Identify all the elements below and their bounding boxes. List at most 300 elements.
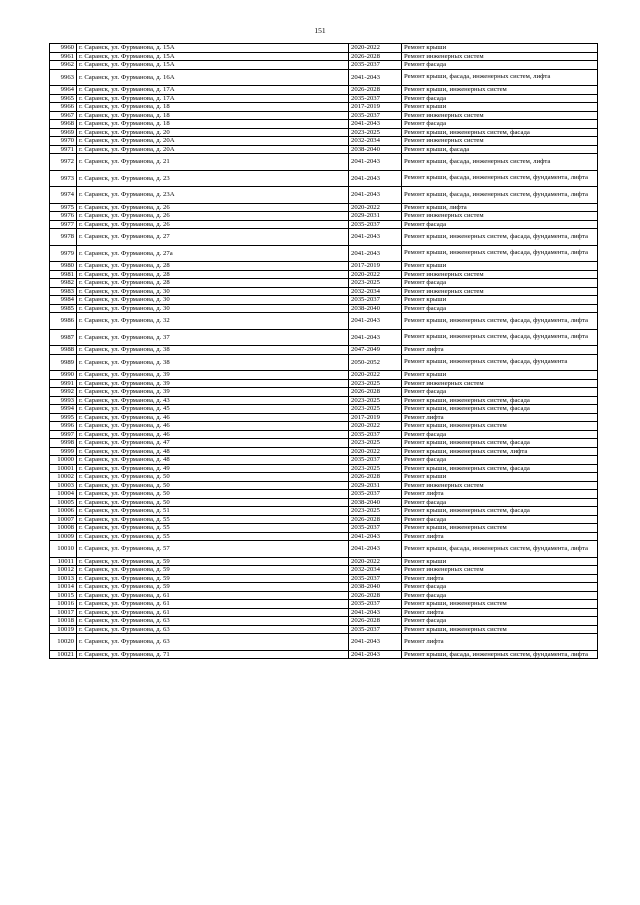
table-row <box>50 507 598 516</box>
table-row <box>50 170 598 187</box>
period-cell: 2017-2019 <box>349 103 402 112</box>
period-cell: 2023-2025 <box>349 405 402 414</box>
address-cell: г. Саранск, ул. Фурманова, д. 17А <box>77 94 349 103</box>
period-cell: 2020-2022 <box>349 44 402 53</box>
work-type-cell: Ремонт лифта <box>402 490 598 499</box>
period-cell: 2023-2025 <box>349 439 402 448</box>
period-cell: 2020-2022 <box>349 270 402 279</box>
table-row <box>50 456 598 465</box>
work-type-cell: Ремонт крыши, фасада, инженерных систем, фундамента, лифта <box>402 187 598 204</box>
row-number-cell: 9976 <box>50 212 77 221</box>
address-cell: г. Саранск, ул. Фурманова, д. 26 <box>77 203 349 212</box>
row-number-cell: 9982 <box>50 279 77 288</box>
address-cell: г. Саранск, ул. Фурманова, д. 50 <box>77 481 349 490</box>
address-cell: г. Саранск, ул. Фурманова, д. 15А <box>77 44 349 53</box>
table-row <box>50 245 598 262</box>
work-type-cell: Ремонт крыши, инженерных систем, фасада <box>402 464 598 473</box>
table-row <box>50 279 598 288</box>
work-type-cell: Ремонт лифта <box>402 634 598 651</box>
period-cell: 2020-2022 <box>349 557 402 566</box>
work-type-cell: Ремонт лифта <box>402 574 598 583</box>
work-type-cell: Ремонт фасада <box>402 61 598 70</box>
period-cell: 2023-2025 <box>349 128 402 137</box>
row-number-cell: 9997 <box>50 430 77 439</box>
row-number-cell: 9996 <box>50 422 77 431</box>
period-cell: 2020-2022 <box>349 203 402 212</box>
period-cell: 2035-2037 <box>349 296 402 305</box>
table-row <box>50 473 598 482</box>
row-number-cell: 9980 <box>50 262 77 271</box>
address-cell: г. Саранск, ул. Фурманова, д. 39 <box>77 388 349 397</box>
work-type-cell: Ремонт фасада <box>402 617 598 626</box>
row-number-cell: 9985 <box>50 304 77 313</box>
work-type-cell: Ремонт крыши, инженерных систем <box>402 86 598 95</box>
work-type-cell: Ремонт инженерных систем <box>402 52 598 61</box>
row-number-cell: 9994 <box>50 405 77 414</box>
row-number-cell: 10000 <box>50 456 77 465</box>
address-cell: г. Саранск, ул. Фурманова, д. 15А <box>77 52 349 61</box>
address-cell: г. Саранск, ул. Фурманова, д. 55 <box>77 524 349 533</box>
period-cell: 2035-2037 <box>349 574 402 583</box>
address-cell: г. Саранск, ул. Фурманова, д. 46 <box>77 413 349 422</box>
address-cell: г. Саранск, ул. Фурманова, д. 55 <box>77 532 349 541</box>
table-row <box>50 583 598 592</box>
row-number-cell: 9995 <box>50 413 77 422</box>
table-row <box>50 524 598 533</box>
period-cell: 2026-2028 <box>349 86 402 95</box>
row-number-cell: 9990 <box>50 371 77 380</box>
address-cell: г. Саранск, ул. Фурманова, д. 28 <box>77 262 349 271</box>
period-cell: 2023-2025 <box>349 396 402 405</box>
row-number-cell: 9986 <box>50 313 77 330</box>
period-cell: 2041-2043 <box>349 187 402 204</box>
row-number-cell: 9971 <box>50 145 77 154</box>
address-cell: г. Саранск, ул. Фурманова, д. 48 <box>77 456 349 465</box>
work-type-cell: Ремонт инженерных систем <box>402 379 598 388</box>
row-number-cell: 10004 <box>50 490 77 499</box>
row-number-cell: 10014 <box>50 583 77 592</box>
address-cell: г. Саранск, ул. Фурманова, д. 55 <box>77 515 349 524</box>
period-cell: 2023-2025 <box>349 507 402 516</box>
address-cell: г. Саранск, ул. Фурманова, д. 18 <box>77 103 349 112</box>
row-number-cell: 9963 <box>50 69 77 86</box>
work-type-cell: Ремонт крыши, инженерных систем, фасада <box>402 507 598 516</box>
row-number-cell: 9966 <box>50 103 77 112</box>
period-cell: 2041-2043 <box>349 245 402 262</box>
period-cell: 2035-2037 <box>349 220 402 229</box>
work-type-cell: Ремонт крыши <box>402 296 598 305</box>
period-cell: 2041-2043 <box>349 634 402 651</box>
period-cell: 2026-2028 <box>349 388 402 397</box>
row-number-cell: 9964 <box>50 86 77 95</box>
row-number-cell: 9977 <box>50 220 77 229</box>
row-number-cell: 9967 <box>50 111 77 120</box>
period-cell: 2029-2031 <box>349 212 402 221</box>
address-cell: г. Саранск, ул. Фурманова, д. 26 <box>77 212 349 221</box>
table-row <box>50 229 598 246</box>
row-number-cell: 9972 <box>50 154 77 171</box>
table-row <box>50 371 598 380</box>
address-cell: г. Саранск, ул. Фурманова, д. 23 <box>77 170 349 187</box>
row-number-cell: 10011 <box>50 557 77 566</box>
table-row <box>50 69 598 86</box>
period-cell: 2041-2043 <box>349 313 402 330</box>
address-cell: г. Саранск, ул. Фурманова, д. 59 <box>77 574 349 583</box>
address-cell: г. Саранск, ул. Фурманова, д. 63 <box>77 634 349 651</box>
period-cell: 2041-2043 <box>349 532 402 541</box>
work-type-cell: Ремонт крыши, инженерных систем <box>402 524 598 533</box>
address-cell: г. Саранск, ул. Фурманова, д. 27а <box>77 245 349 262</box>
work-type-cell: Ремонт инженерных систем <box>402 212 598 221</box>
table-row <box>50 346 598 355</box>
address-cell: г. Саранск, ул. Фурманова, д. 50 <box>77 498 349 507</box>
address-cell: г. Саранск, ул. Фурманова, д. 49 <box>77 464 349 473</box>
period-cell: 2020-2022 <box>349 371 402 380</box>
row-number-cell: 9992 <box>50 388 77 397</box>
table-row <box>50 430 598 439</box>
table-row <box>50 490 598 499</box>
row-number-cell: 9969 <box>50 128 77 137</box>
row-number-cell: 9983 <box>50 287 77 296</box>
row-number-cell: 10018 <box>50 617 77 626</box>
period-cell: 2035-2037 <box>349 625 402 634</box>
period-cell: 2035-2037 <box>349 490 402 499</box>
address-cell: г. Саранск, ул. Фурманова, д. 50 <box>77 473 349 482</box>
address-cell: г. Саранск, ул. Фурманова, д. 32 <box>77 313 349 330</box>
period-cell: 2026-2028 <box>349 617 402 626</box>
work-type-cell: Ремонт лифта <box>402 413 598 422</box>
table-row <box>50 557 598 566</box>
table-row <box>50 61 598 70</box>
period-cell: 2038-2040 <box>349 145 402 154</box>
table-row <box>50 498 598 507</box>
row-number-cell: 9981 <box>50 270 77 279</box>
table-row <box>50 137 598 146</box>
address-cell: г. Саранск, ул. Фурманова, д. 28 <box>77 270 349 279</box>
table-row <box>50 396 598 405</box>
address-cell: г. Саранск, ул. Фурманова, д. 39 <box>77 379 349 388</box>
period-cell: 2041-2043 <box>349 229 402 246</box>
table-row <box>50 103 598 112</box>
period-cell: 2035-2037 <box>349 111 402 120</box>
address-cell: г. Саранск, ул. Фурманова, д. 15А <box>77 61 349 70</box>
address-cell: г. Саранск, ул. Фурманова, д. 43 <box>77 396 349 405</box>
address-cell: г. Саранск, ул. Фурманова, д. 45 <box>77 405 349 414</box>
row-number-cell: 10003 <box>50 481 77 490</box>
table-row <box>50 128 598 137</box>
work-type-cell: Ремонт фасада <box>402 304 598 313</box>
table-row <box>50 541 598 558</box>
table-row <box>50 388 598 397</box>
table-row <box>50 422 598 431</box>
address-cell: г. Саранск, ул. Фурманова, д. 20А <box>77 137 349 146</box>
work-type-cell: Ремонт лифта <box>402 346 598 355</box>
address-cell: г. Саранск, ул. Фурманова, д. 48 <box>77 447 349 456</box>
table-row <box>50 287 598 296</box>
period-cell: 2038-2040 <box>349 304 402 313</box>
work-type-cell: Ремонт инженерных систем <box>402 566 598 575</box>
period-cell: 2035-2037 <box>349 600 402 609</box>
work-type-cell: Ремонт крыши, инженерных систем, фасада, фундамента, лифта <box>402 329 598 346</box>
period-cell: 2041-2043 <box>349 120 402 129</box>
work-type-cell: Ремонт крыши, инженерных систем, фасада <box>402 439 598 448</box>
address-cell: г. Саранск, ул. Фурманова, д. 61 <box>77 600 349 609</box>
work-type-cell: Ремонт крыши <box>402 557 598 566</box>
work-type-cell: Ремонт крыши <box>402 103 598 112</box>
row-number-cell: 9968 <box>50 120 77 129</box>
period-cell: 2035-2037 <box>349 61 402 70</box>
row-number-cell: 9998 <box>50 439 77 448</box>
row-number-cell: 10015 <box>50 591 77 600</box>
period-cell: 2035-2037 <box>349 430 402 439</box>
period-cell: 2029-2031 <box>349 481 402 490</box>
address-cell: г. Саранск, ул. Фурманова, д. 59 <box>77 566 349 575</box>
row-number-cell: 9975 <box>50 203 77 212</box>
table-row <box>50 447 598 456</box>
row-number-cell: 9973 <box>50 170 77 187</box>
period-cell: 2032-2034 <box>349 566 402 575</box>
row-number-cell: 10001 <box>50 464 77 473</box>
address-cell: г. Саранск, ул. Фурманова, д. 18 <box>77 111 349 120</box>
period-cell: 2038-2040 <box>349 498 402 507</box>
address-cell: г. Саранск, ул. Фурманова, д. 30 <box>77 287 349 296</box>
row-number-cell: 10010 <box>50 541 77 558</box>
table-row <box>50 354 598 371</box>
period-cell: 2020-2022 <box>349 422 402 431</box>
row-number-cell: 9984 <box>50 296 77 305</box>
work-type-cell: Ремонт фасада <box>402 583 598 592</box>
table-row <box>50 86 598 95</box>
work-type-cell: Ремонт крыши, фасада, инженерных систем, фундамента, лифта <box>402 541 598 558</box>
table-row <box>50 574 598 583</box>
address-cell: г. Саранск, ул. Фурманова, д. 38 <box>77 346 349 355</box>
table-row <box>50 532 598 541</box>
address-cell: г. Саранск, ул. Фурманова, д. 20 <box>77 128 349 137</box>
address-cell: г. Саранск, ул. Фурманова, д. 46 <box>77 430 349 439</box>
work-type-cell: Ремонт крыши, фасада, инженерных систем, лифта <box>402 69 598 86</box>
table-row <box>50 296 598 305</box>
row-number-cell: 9961 <box>50 52 77 61</box>
period-cell: 2035-2037 <box>349 94 402 103</box>
work-type-cell: Ремонт лифта <box>402 608 598 617</box>
address-cell: г. Саранск, ул. Фурманова, д. 50 <box>77 490 349 499</box>
row-number-cell: 10009 <box>50 532 77 541</box>
work-type-cell: Ремонт фасада <box>402 591 598 600</box>
work-type-cell: Ремонт крыши, лифта <box>402 203 598 212</box>
period-cell: 2032-2034 <box>349 137 402 146</box>
address-cell: г. Саранск, ул. Фурманова, д. 61 <box>77 591 349 600</box>
work-type-cell: Ремонт фасада <box>402 120 598 129</box>
work-type-cell: Ремонт фасада <box>402 94 598 103</box>
address-cell: г. Саранск, ул. Фурманова, д. 26 <box>77 220 349 229</box>
period-cell: 2026-2028 <box>349 591 402 600</box>
row-number-cell: 9989 <box>50 354 77 371</box>
table-row <box>50 591 598 600</box>
period-cell: 2041-2043 <box>349 329 402 346</box>
work-type-cell: Ремонт инженерных систем <box>402 287 598 296</box>
address-cell: г. Саранск, ул. Фурманова, д. 21 <box>77 154 349 171</box>
period-cell: 2041-2043 <box>349 154 402 171</box>
table-row <box>50 187 598 204</box>
row-number-cell: 9974 <box>50 187 77 204</box>
row-number-cell: 10006 <box>50 507 77 516</box>
row-number-cell: 9965 <box>50 94 77 103</box>
table-row <box>50 650 598 659</box>
address-cell: г. Саранск, ул. Фурманова, д. 71 <box>77 650 349 659</box>
work-type-cell: Ремонт крыши <box>402 473 598 482</box>
row-number-cell: 9993 <box>50 396 77 405</box>
table-row <box>50 262 598 271</box>
page-number: 151 <box>314 26 326 35</box>
address-cell: г. Саранск, ул. Фурманова, д. 63 <box>77 625 349 634</box>
period-cell: 2032-2034 <box>349 287 402 296</box>
row-number-cell: 10002 <box>50 473 77 482</box>
table-row <box>50 481 598 490</box>
period-cell: 2035-2037 <box>349 456 402 465</box>
table-row <box>50 634 598 651</box>
work-type-cell: Ремонт крыши, инженерных систем, фасада, фундамента, лифта <box>402 229 598 246</box>
work-type-cell: Ремонт крыши <box>402 262 598 271</box>
table-row <box>50 94 598 103</box>
work-type-cell: Ремонт крыши, инженерных систем <box>402 625 598 634</box>
address-cell: г. Саранск, ул. Фурманова, д. 61 <box>77 608 349 617</box>
address-cell: г. Саранск, ул. Фурманова, д. 39 <box>77 371 349 380</box>
work-type-cell: Ремонт крыши, инженерных систем, фасада <box>402 405 598 414</box>
period-cell: 2020-2022 <box>349 447 402 456</box>
row-number-cell: 9970 <box>50 137 77 146</box>
row-number-cell: 9962 <box>50 61 77 70</box>
work-type-cell: Ремонт крыши, инженерных систем, лифта <box>402 447 598 456</box>
work-type-cell: Ремонт крыши <box>402 44 598 53</box>
row-number-cell: 9987 <box>50 329 77 346</box>
period-cell: 2023-2025 <box>349 279 402 288</box>
work-type-cell: Ремонт инженерных систем <box>402 137 598 146</box>
table-row <box>50 52 598 61</box>
row-number-cell: 10008 <box>50 524 77 533</box>
table-row <box>50 608 598 617</box>
work-type-cell: Ремонт крыши, инженерных систем, фасада, фундамента, лифта <box>402 313 598 330</box>
table-row <box>50 515 598 524</box>
table-row <box>50 600 598 609</box>
period-cell: 2041-2043 <box>349 170 402 187</box>
work-type-cell: Ремонт инженерных систем <box>402 111 598 120</box>
table-row <box>50 203 598 212</box>
work-type-cell: Ремонт крыши, фасада, инженерных систем, фундамента, лифта <box>402 650 598 659</box>
period-cell: 2041-2043 <box>349 650 402 659</box>
address-cell: г. Саранск, ул. Фурманова, д. 20А <box>77 145 349 154</box>
period-cell: 2026-2028 <box>349 515 402 524</box>
table-row <box>50 405 598 414</box>
address-cell: г. Саранск, ул. Фурманова, д. 47 <box>77 439 349 448</box>
address-cell: г. Саранск, ул. Фурманова, д. 30 <box>77 304 349 313</box>
period-cell: 2017-2019 <box>349 262 402 271</box>
work-type-cell: Ремонт крыши, инженерных систем <box>402 600 598 609</box>
period-cell: 2035-2037 <box>349 524 402 533</box>
table-row <box>50 617 598 626</box>
table-row <box>50 304 598 313</box>
row-number-cell: 9988 <box>50 346 77 355</box>
table-row <box>50 379 598 388</box>
work-type-cell: Ремонт крыши, инженерных систем, фасада <box>402 128 598 137</box>
work-type-cell: Ремонт инженерных систем <box>402 481 598 490</box>
row-number-cell: 10020 <box>50 634 77 651</box>
period-cell: 2038-2040 <box>349 583 402 592</box>
row-number-cell: 10013 <box>50 574 77 583</box>
work-type-cell: Ремонт фасада <box>402 456 598 465</box>
table-row <box>50 464 598 473</box>
row-number-cell: 10019 <box>50 625 77 634</box>
table-row <box>50 120 598 129</box>
work-type-cell: Ремонт лифта <box>402 532 598 541</box>
row-number-cell: 10007 <box>50 515 77 524</box>
address-cell: г. Саранск, ул. Фурманова, д. 46 <box>77 422 349 431</box>
table-row <box>50 44 598 53</box>
repair-schedule-table <box>49 43 598 659</box>
period-cell: 2023-2025 <box>349 379 402 388</box>
work-type-cell: Ремонт крыши, инженерных систем, фасада, фундамента <box>402 354 598 371</box>
table-row <box>50 439 598 448</box>
address-cell: г. Саранск, ул. Фурманова, д. 37 <box>77 329 349 346</box>
work-type-cell: Ремонт крыши, инженерных систем <box>402 422 598 431</box>
address-cell: г. Саранск, ул. Фурманова, д. 16А <box>77 69 349 86</box>
table-row <box>50 566 598 575</box>
work-type-cell: Ремонт фасада <box>402 498 598 507</box>
table-row <box>50 313 598 330</box>
table-row <box>50 625 598 634</box>
address-cell: г. Саранск, ул. Фурманова, д. 57 <box>77 541 349 558</box>
address-cell: г. Саранск, ул. Фурманова, д. 59 <box>77 583 349 592</box>
period-cell: 2026-2028 <box>349 473 402 482</box>
row-number-cell: 10005 <box>50 498 77 507</box>
period-cell: 2041-2043 <box>349 541 402 558</box>
row-number-cell: 9999 <box>50 447 77 456</box>
table-body <box>50 44 598 659</box>
table-row <box>50 212 598 221</box>
work-type-cell: Ремонт фасада <box>402 388 598 397</box>
work-type-cell: Ремонт крыши, инженерных систем, фасада, фундамента, лифта <box>402 245 598 262</box>
address-cell: г. Саранск, ул. Фурманова, д. 51 <box>77 507 349 516</box>
address-cell: г. Саранск, ул. Фурманова, д. 28 <box>77 279 349 288</box>
work-type-cell: Ремонт крыши, фасада, инженерных систем, лифта <box>402 154 598 171</box>
table-row <box>50 154 598 171</box>
row-number-cell: 10012 <box>50 566 77 575</box>
table-row <box>50 111 598 120</box>
period-cell: 2026-2028 <box>349 52 402 61</box>
address-cell: г. Саранск, ул. Фурманова, д. 27 <box>77 229 349 246</box>
work-type-cell: Ремонт фасада <box>402 220 598 229</box>
work-type-cell: Ремонт крыши, фасада <box>402 145 598 154</box>
row-number-cell: 9991 <box>50 379 77 388</box>
address-cell: г. Саранск, ул. Фурманова, д. 63 <box>77 617 349 626</box>
row-number-cell: 10017 <box>50 608 77 617</box>
period-cell: 2041-2043 <box>349 608 402 617</box>
work-type-cell: Ремонт крыши, инженерных систем, фасада <box>402 396 598 405</box>
period-cell: 2023-2025 <box>349 464 402 473</box>
row-number-cell: 9960 <box>50 44 77 53</box>
period-cell: 2050-2052 <box>349 354 402 371</box>
work-type-cell: Ремонт крыши <box>402 371 598 380</box>
row-number-cell: 9978 <box>50 229 77 246</box>
table-row <box>50 145 598 154</box>
period-cell: 2017-2019 <box>349 413 402 422</box>
table-row <box>50 270 598 279</box>
period-cell: 2041-2043 <box>349 69 402 86</box>
address-cell: г. Саранск, ул. Фурманова, д. 17А <box>77 86 349 95</box>
table-row <box>50 220 598 229</box>
address-cell: г. Саранск, ул. Фурманова, д. 59 <box>77 557 349 566</box>
work-type-cell: Ремонт фасада <box>402 515 598 524</box>
work-type-cell: Ремонт фасада <box>402 430 598 439</box>
